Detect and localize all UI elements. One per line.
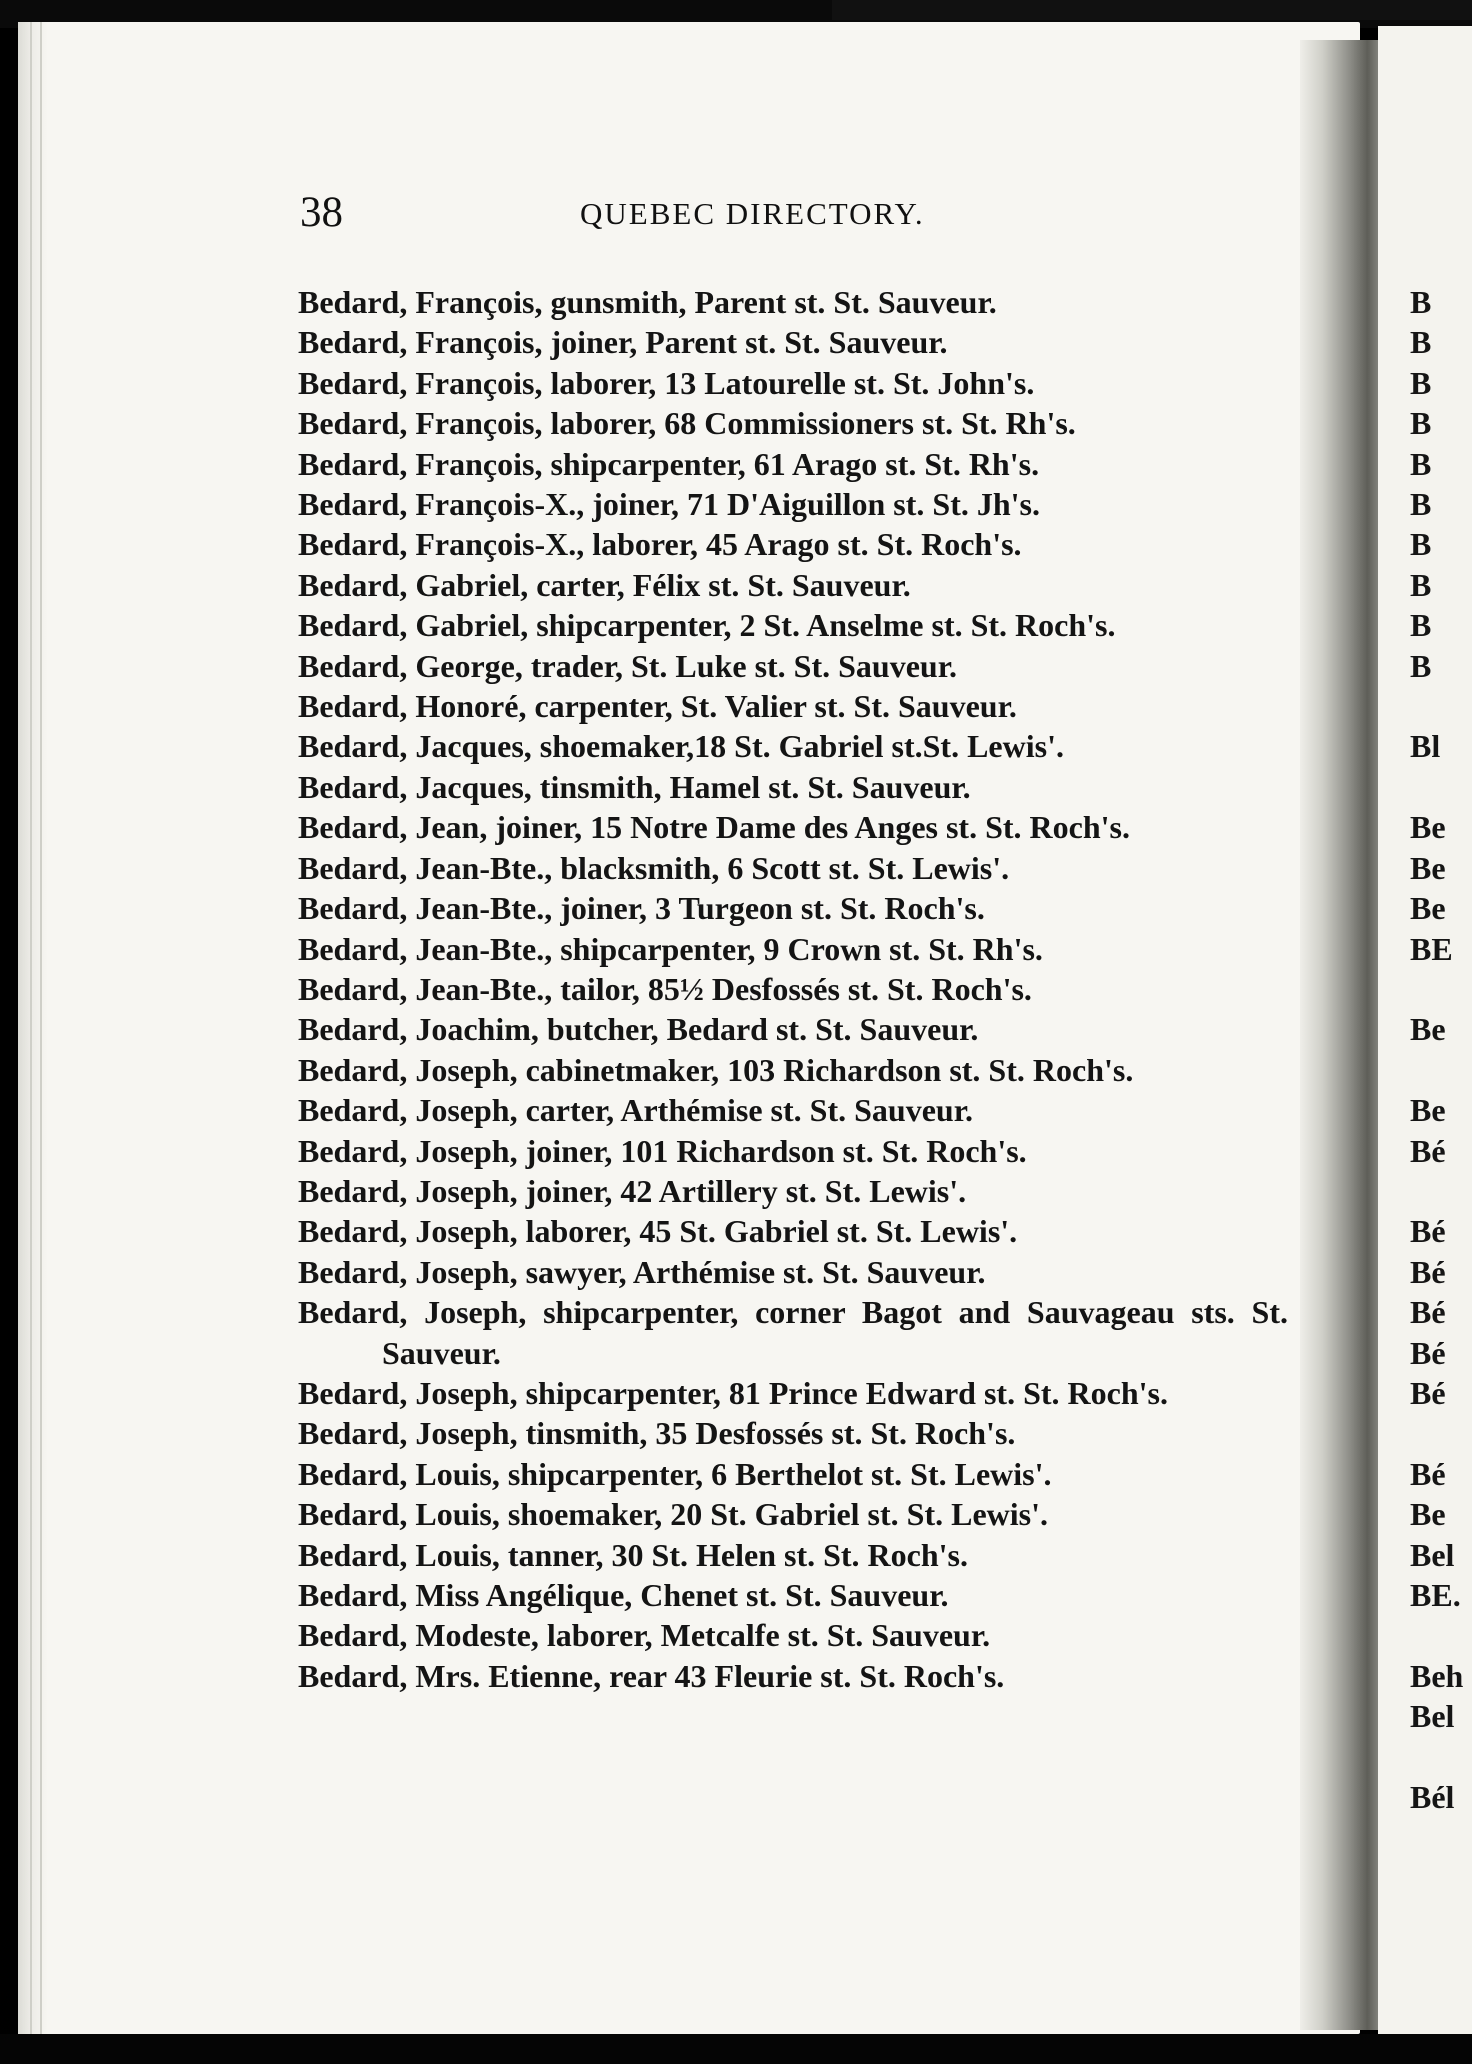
- directory-entry: Bedard, Jacques, tinsmith, Hamel st. St. Sauveur.: [298, 768, 971, 805]
- facing-page-fragment: Bel: [1410, 1536, 1455, 1573]
- facing-page-fragment: Bl: [1410, 728, 1441, 765]
- directory-entry: Bedard, François, laborer, 13 Latourelle st. St. John's.: [298, 364, 1035, 401]
- facing-page-fragment: BE: [1410, 930, 1453, 967]
- directory-entries: [298, 282, 1288, 1696]
- book-gutter-shadow: [1300, 40, 1390, 2030]
- directory-entry: Bedard, François, shipcarpenter, 61 Arago st. St. Rh's.: [298, 445, 1040, 482]
- facing-page-text-fragments: [1410, 282, 1472, 1817]
- facing-page-fragment: Bé: [1410, 1374, 1446, 1411]
- directory-entry: Bedard, Louis, shoemaker, 20 St. Gabriel st. St. Lewis'.: [298, 1496, 1048, 1533]
- facing-page-fragment: B: [1410, 647, 1432, 684]
- facing-page-fragment: Bé: [1410, 1455, 1446, 1492]
- directory-entry: Bedard, François, gunsmith, Parent st. St. Sauveur.: [298, 284, 997, 320]
- facing-page-fragment: [1410, 1615, 1472, 1655]
- directory-entry: Bedard, Joseph, shipcarpenter, 81 Prince Edward st. St. Roch's.: [298, 1374, 1168, 1411]
- facing-page-fragment: Bé: [1410, 1294, 1446, 1331]
- facing-page-fragment: Be: [1410, 809, 1446, 846]
- facing-page-fragment: Be: [1410, 890, 1446, 927]
- facing-page-fragment: B: [1410, 284, 1432, 320]
- directory-entry: Bedard, Gabriel, carter, Félix st. St. Sauveur.: [298, 566, 911, 603]
- directory-entry: Bedard, Joseph, carter, Arthémise st. St. Sauveur.: [298, 1092, 973, 1129]
- directory-entry: Bedard, Gabriel, shipcarpenter, 2 St. Anselme st. St. Roch's.: [298, 607, 1116, 644]
- directory-entry: Bedard, Louis, shipcarpenter, 6 Berthelot st. St. Lewis'.: [298, 1455, 1052, 1492]
- facing-page-fragment: Bé: [1410, 1253, 1446, 1290]
- directory-entry: Bedard, Honoré, carpenter, St. Valier st. St. Sauveur.: [298, 688, 1017, 725]
- directory-entry: Bedard, Jean-Bte., joiner, 3 Turgeon st. St. Roch's.: [298, 890, 985, 927]
- directory-entry: Bedard, Jean, joiner, 15 Notre Dame des Anges st. St. Roch's.: [298, 809, 1130, 846]
- facing-page-fragment: [1410, 969, 1472, 1009]
- directory-entry: Bedard, Joseph, laborer, 45 St. Gabriel st. St. Lewis'.: [298, 1213, 1018, 1250]
- facing-page-fragment: Be: [1410, 1496, 1446, 1533]
- facing-page-fragment: B: [1410, 526, 1432, 563]
- facing-page-fragment: Bél: [1410, 1779, 1455, 1816]
- directory-entry: Bedard, Joseph, cabinetmaker, 103 Richardson st. St. Roch's.: [298, 1051, 1134, 1088]
- directory-entry: Bedard, Jacques, shoemaker,18 St. Gabriel st.St. Lewis'.: [298, 728, 1064, 765]
- directory-entry: Bedard, Joseph, shipcarpenter, corner Bagot and Sauvageau sts. St. Sauveur.: [298, 1294, 1288, 1371]
- directory-entry: Bedard, Louis, tanner, 30 St. Helen st. St. Roch's.: [298, 1536, 968, 1573]
- facing-page-fragment: [1410, 1413, 1472, 1453]
- facing-page-fragment: Beh: [1410, 1657, 1464, 1694]
- directory-entry: Bedard, Mrs. Etienne, rear 43 Fleurie st. St. Roch's.: [298, 1657, 1005, 1694]
- facing-page-fragment: B: [1410, 607, 1432, 644]
- directory-entry: Bedard, François-X., joiner, 71 D'Aiguillon st. St. Jh's.: [298, 486, 1040, 523]
- facing-page-fragment: [1410, 1050, 1472, 1090]
- facing-page-fragment: B: [1410, 324, 1432, 361]
- running-head: QUEBEC DIRECTORY.: [580, 196, 925, 231]
- facing-page-fragment: Be: [1410, 1011, 1446, 1048]
- facing-page-fragment: BE.: [1410, 1577, 1461, 1613]
- directory-entry: Bedard, Jean-Bte., blacksmith, 6 Scott st. St. Lewis'.: [298, 849, 1010, 886]
- facing-page-fragment: [1410, 686, 1472, 726]
- facing-page-fragment: Bé: [1410, 1132, 1446, 1169]
- facing-page-fragment: B: [1410, 486, 1432, 523]
- facing-page-fragment: Be: [1410, 1092, 1446, 1129]
- facing-page-fragment: B: [1410, 445, 1432, 482]
- directory-entry: Bedard, Joseph, joiner, 42 Artillery st. St. Lewis'.: [298, 1172, 967, 1209]
- page-edge-line: [30, 22, 32, 2034]
- directory-entry: Bedard, François, joiner, Parent st. St. Sauveur.: [298, 324, 948, 361]
- directory-entry: Bedard, Modeste, laborer, Metcalfe st. St. Sauveur.: [298, 1617, 991, 1654]
- page-edge-shading: [18, 22, 48, 2034]
- facing-page-fragment: [1410, 1171, 1472, 1211]
- facing-page-fragment: Be: [1410, 849, 1446, 886]
- directory-entry: Bedard, Joseph, tinsmith, 35 Desfossés st. St. Roch's.: [298, 1415, 1016, 1452]
- facing-page-fragment: Bé: [1410, 1213, 1446, 1250]
- directory-entry: Bedard, Joseph, sawyer, Arthémise st. St. Sauveur.: [298, 1253, 986, 1290]
- directory-entry: Bedard, George, trader, St. Luke st. St. Sauveur.: [298, 647, 957, 684]
- facing-page-fragment: Bel: [1410, 1698, 1455, 1735]
- facing-page-fragment: Bé: [1410, 1334, 1446, 1371]
- facing-page-fragment: B: [1410, 364, 1432, 401]
- directory-entry: Bedard, François, laborer, 68 Commissioners st. St. Rh's.: [298, 405, 1076, 442]
- page-header: [300, 188, 1300, 238]
- directory-entry: Bedard, Joachim, butcher, Bedard st. St. Sauveur.: [298, 1011, 979, 1048]
- page-number: 38: [300, 189, 343, 236]
- page-edge-line: [40, 22, 42, 2034]
- facing-page-fragment: [1410, 1737, 1472, 1777]
- facing-page-fragment: [1410, 767, 1472, 807]
- scan-corner-shadow: [832, 0, 1472, 20]
- directory-entry: Bedard, Jean-Bte., tailor, 85½ Desfossés st. St. Roch's.: [298, 970, 1032, 1007]
- directory-entry: Bedard, Miss Angélique, Chenet st. St. Sauveur.: [298, 1577, 949, 1613]
- directory-entry: Bedard, Joseph, joiner, 101 Richardson st. St. Roch's.: [298, 1132, 1027, 1169]
- facing-page-fragment: B: [1410, 405, 1432, 442]
- directory-entry: Bedard, Jean-Bte., shipcarpenter, 9 Crown st. St. Rh's.: [298, 930, 1043, 967]
- scan-bottom-border: [0, 2034, 1472, 2064]
- facing-page-fragment: B: [1410, 566, 1432, 603]
- directory-entry: Bedard, François-X., laborer, 45 Arago st. St. Roch's.: [298, 526, 1022, 563]
